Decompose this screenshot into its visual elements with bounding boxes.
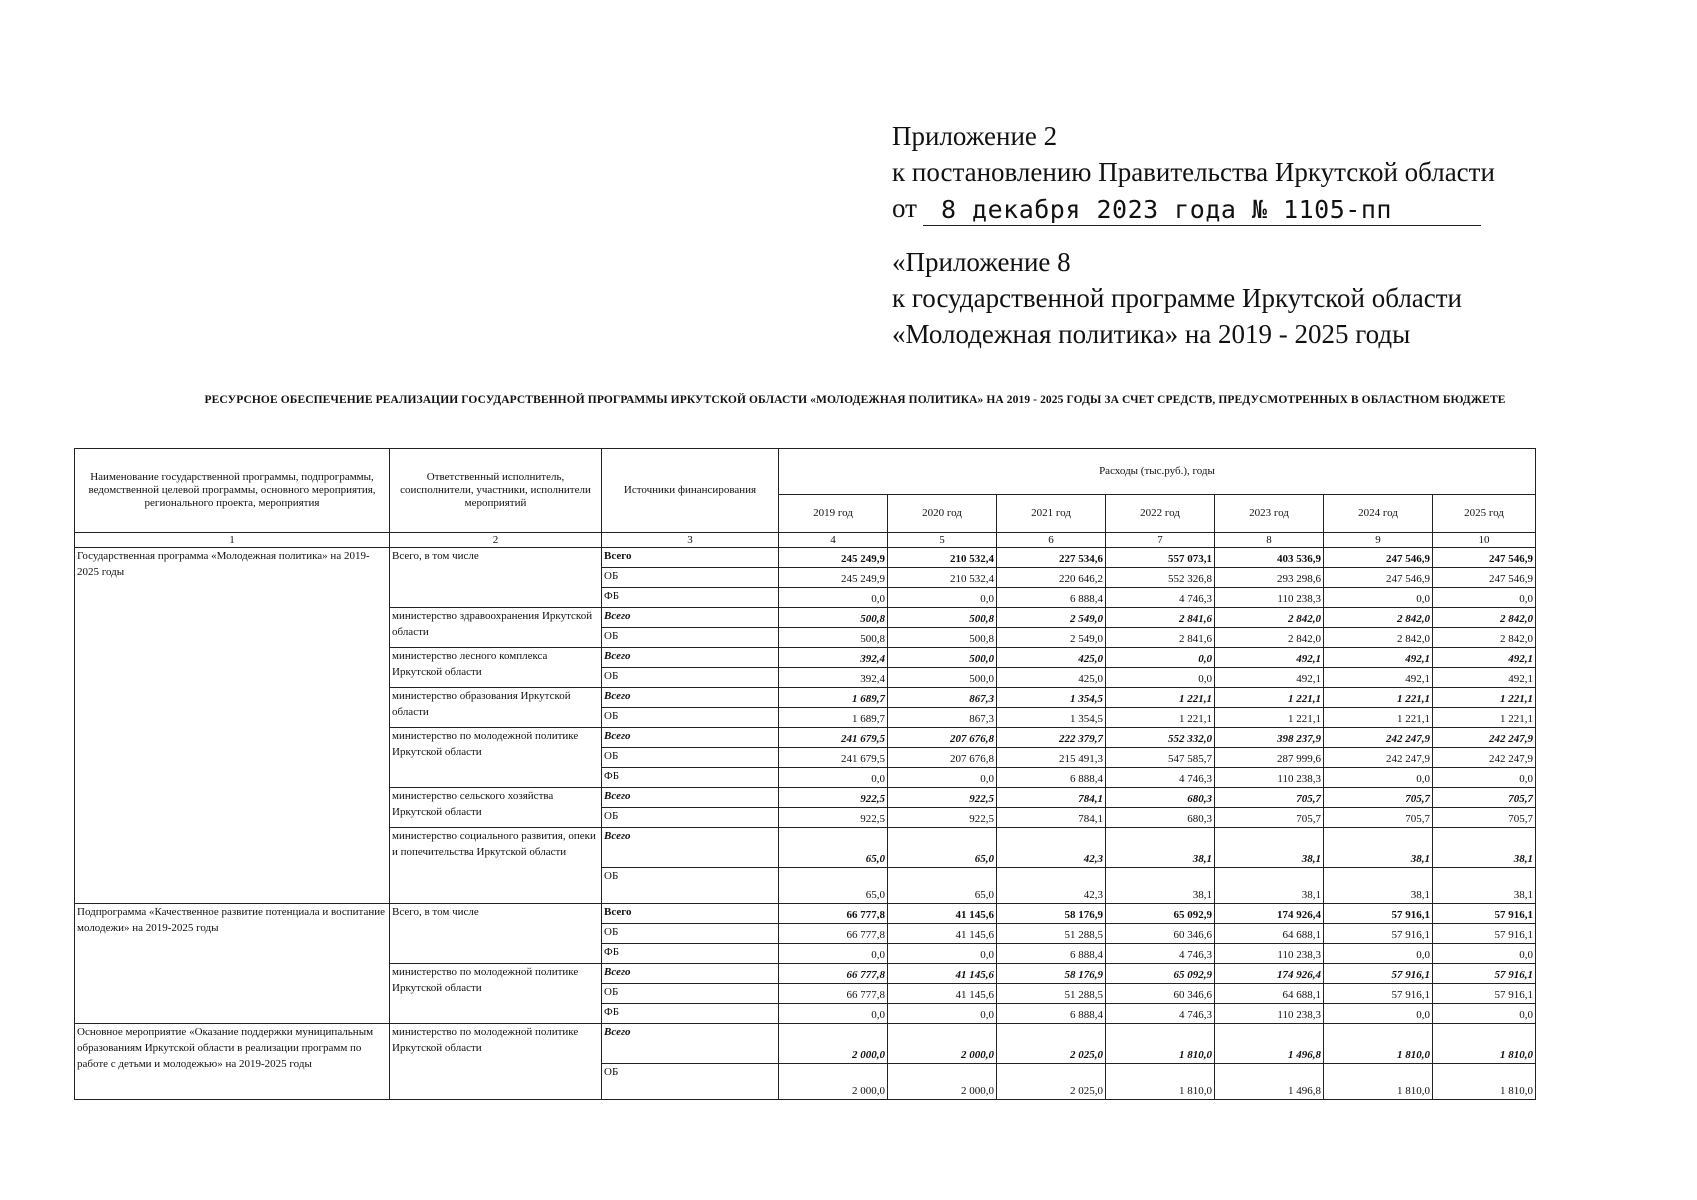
amount-cell: 0,0 [1324,588,1433,608]
amount-cell: 0,0 [779,768,888,788]
amount-cell: 425,0 [997,668,1106,688]
amount-cell: 0,0 [888,1004,997,1024]
amount-cell: 110 238,3 [1215,1004,1324,1024]
decree-date-number: 8 декабря 2023 года № 1105-пп [923,195,1481,226]
amount-cell: 1 221,1 [1215,688,1324,708]
amount-cell: 6 888,4 [997,1004,1106,1024]
decree-header [892,118,1612,352]
amount-cell: 1 689,7 [779,708,888,728]
amount-cell: 245 249,9 [779,548,888,568]
amount-cell: 492,1 [1324,648,1433,668]
amount-cell: 58 176,9 [997,904,1106,924]
amount-cell: 1 221,1 [1215,708,1324,728]
amount-cell: 2 842,0 [1324,608,1433,628]
funding-source: Всего [602,648,779,668]
amount-cell: 552 326,8 [1106,568,1215,588]
amount-cell: 2 549,0 [997,628,1106,648]
amount-cell: 705,7 [1324,808,1433,828]
amount-cell: 1 810,0 [1433,1024,1536,1064]
amount-cell: 922,5 [888,808,997,828]
amount-cell: 492,1 [1433,668,1536,688]
funding-source: Всего [602,728,779,748]
amount-cell: 1 810,0 [1324,1024,1433,1064]
amount-cell: 0,0 [1324,944,1433,964]
amount-cell: 293 298,6 [1215,568,1324,588]
amount-cell: 1 221,1 [1324,708,1433,728]
amount-cell: 64 688,1 [1215,924,1324,944]
amount-cell: 0,0 [1433,1004,1536,1024]
header-executor: Ответственный исполнитель, соисполнители, участники, исполнители мероприятий [390,449,602,533]
amount-cell: 110 238,3 [1215,588,1324,608]
amount-cell: 1 221,1 [1433,688,1536,708]
funding-source: Всего [602,964,779,984]
amount-cell: 1 221,1 [1106,688,1215,708]
amount-cell: 1 221,1 [1433,708,1536,728]
amount-cell: 705,7 [1324,788,1433,808]
amount-cell: 2 841,6 [1106,608,1215,628]
amount-cell: 64 688,1 [1215,984,1324,1004]
amount-cell: 784,1 [997,788,1106,808]
amount-cell: 4 746,3 [1106,1004,1215,1024]
amount-cell: 392,4 [779,648,888,668]
amount-cell: 227 534,6 [997,548,1106,568]
item-name: Основное мероприятие «Оказание поддержки муниципальным образованиям Иркутской области в реализации программ по работе с детьми и молодежью» на 2019-2025 годы [75,1024,390,1100]
amount-cell: 922,5 [779,788,888,808]
amount-cell: 42,3 [997,828,1106,868]
amount-cell: 2 000,0 [779,1064,888,1100]
amount-cell: 2 025,0 [997,1024,1106,1064]
amount-cell: 1 354,5 [997,708,1106,728]
amount-cell: 0,0 [1106,668,1215,688]
executor-name: министерство образования Иркутской области [390,688,602,728]
amount-cell: 492,1 [1324,668,1433,688]
amount-cell: 57 916,1 [1433,984,1536,1004]
index-cell: 7 [1106,533,1215,548]
table-row [75,548,1536,568]
amount-cell: 60 346,6 [1106,924,1215,944]
index-row [75,533,1536,548]
year-header: 2021 год [997,495,1106,533]
amount-cell: 57 916,1 [1433,904,1536,924]
funding-source: Всего [602,904,779,924]
amount-cell: 1 496,8 [1215,1064,1324,1100]
document-title: РЕСУРСНОЕ ОБЕСПЕЧЕНИЕ РЕАЛИЗАЦИИ ГОСУДАРСТВЕННОЙ ПРОГРАММЫ ИРКУТСКОЙ ОБЛАСТИ «МОЛОДЕЖНАЯ ПОЛИТИКА» НА 2019 - 2025 ГОДЫ ЗА СЧЕТ СРЕДСТВ, ПРЕДУСМОТРЕННЫХ В ОБЛАСТНОМ БЮДЖЕТЕ [204,394,1506,406]
amount-cell: 66 777,8 [779,924,888,944]
amount-cell: 65,0 [779,868,888,904]
amount-cell: 241 679,5 [779,728,888,748]
amount-cell: 241 679,5 [779,748,888,768]
amount-cell: 242 247,9 [1324,748,1433,768]
executor-name: министерство по молодежной политике Иркутской области [390,728,602,788]
amount-cell: 6 888,4 [997,944,1106,964]
amount-cell: 2 841,6 [1106,628,1215,648]
executor-name: министерство по молодежной политике Иркутской области [390,964,602,1024]
amount-cell: 57 916,1 [1433,924,1536,944]
amount-cell: 547 585,7 [1106,748,1215,768]
amount-cell: 922,5 [779,808,888,828]
amount-cell: 492,1 [1215,668,1324,688]
amount-cell: 2 842,0 [1433,608,1536,628]
amount-cell: 41 145,6 [888,924,997,944]
amount-cell: 492,1 [1433,648,1536,668]
amount-cell: 57 916,1 [1324,904,1433,924]
year-header: 2024 год [1324,495,1433,533]
funding-source: Всего [602,548,779,568]
amount-cell: 41 145,6 [888,904,997,924]
amount-cell: 110 238,3 [1215,944,1324,964]
decree-reference: к постановлению Правительства Иркутской области [892,157,1495,187]
amount-cell: 247 546,9 [1324,568,1433,588]
funding-source: Всего [602,828,779,868]
header-source: Источники финансирования [602,449,779,533]
index-cell: 4 [779,533,888,548]
funding-source: ОБ [602,1064,779,1100]
item-name: Государственная программа «Молодежная политика» на 2019-2025 годы [75,548,390,904]
funding-source: ОБ [602,748,779,768]
amount-cell: 500,8 [779,608,888,628]
appendix-label: Приложение 2 [892,121,1058,151]
amount-cell: 2 842,0 [1215,628,1324,648]
amount-cell: 0,0 [1433,944,1536,964]
amount-cell: 245 249,9 [779,568,888,588]
table-row [75,1024,1536,1064]
amount-cell: 867,3 [888,708,997,728]
amount-cell: 0,0 [1324,1004,1433,1024]
funding-source: Всего [602,1024,779,1064]
amount-cell: 0,0 [1106,648,1215,668]
amount-cell: 38,1 [1215,868,1324,904]
program-reference: к государственной программе Иркутской области [892,283,1463,313]
executor-name: министерство сельского хозяйства Иркутской области [390,788,602,828]
amount-cell: 38,1 [1433,868,1536,904]
amount-cell: 4 746,3 [1106,768,1215,788]
year-header: 2025 год [1433,495,1536,533]
amount-cell: 242 247,9 [1433,728,1536,748]
amount-cell: 500,0 [888,668,997,688]
amount-cell: 0,0 [1433,768,1536,788]
amount-cell: 210 532,4 [888,568,997,588]
amount-cell: 66 777,8 [779,984,888,1004]
amount-cell: 207 676,8 [888,748,997,768]
amount-cell: 222 379,7 [997,728,1106,748]
amount-cell: 1 221,1 [1106,708,1215,728]
amount-cell: 922,5 [888,788,997,808]
year-header: 2019 год [779,495,888,533]
amount-cell: 500,8 [888,628,997,648]
funding-source: ОБ [602,568,779,588]
amount-cell: 2 842,0 [1215,608,1324,628]
amount-cell: 1 810,0 [1324,1064,1433,1100]
table-row [75,904,1536,924]
amount-cell: 210 532,4 [888,548,997,568]
amount-cell: 38,1 [1215,828,1324,868]
amount-cell: 1 354,5 [997,688,1106,708]
amount-cell: 0,0 [1324,768,1433,788]
amount-cell: 207 676,8 [888,728,997,748]
amount-cell: 57 916,1 [1433,964,1536,984]
amount-cell: 242 247,9 [1324,728,1433,748]
amount-cell: 65,0 [779,828,888,868]
amount-cell: 38,1 [1324,828,1433,868]
amount-cell: 38,1 [1106,828,1215,868]
amount-cell: 57 916,1 [1324,964,1433,984]
amount-cell: 174 926,4 [1215,964,1324,984]
amount-cell: 65 092,9 [1106,964,1215,984]
funding-source: ОБ [602,628,779,648]
amount-cell: 247 546,9 [1433,568,1536,588]
amount-cell: 2 549,0 [997,608,1106,628]
amount-cell: 174 926,4 [1215,904,1324,924]
funding-source: ОБ [602,668,779,688]
amount-cell: 392,4 [779,668,888,688]
index-cell: 10 [1433,533,1536,548]
amount-cell: 705,7 [1433,788,1536,808]
amount-cell: 0,0 [779,1004,888,1024]
amount-cell: 425,0 [997,648,1106,668]
amount-cell: 38,1 [1106,868,1215,904]
index-cell: 3 [602,533,779,548]
amount-cell: 492,1 [1215,648,1324,668]
amount-cell: 867,3 [888,688,997,708]
executor-name: министерство здравоохранения Иркутской области [390,608,602,648]
executor-name: Всего, в том числе [390,904,602,964]
amount-cell: 2 000,0 [888,1024,997,1064]
executor-name: Всего, в том числе [390,548,602,608]
amount-cell: 0,0 [779,944,888,964]
amount-cell: 0,0 [779,588,888,608]
year-header: 2022 год [1106,495,1215,533]
amount-cell: 57 916,1 [1324,984,1433,1004]
amount-cell: 1 810,0 [1433,1064,1536,1100]
amount-cell: 1 496,8 [1215,1024,1324,1064]
amount-cell: 242 247,9 [1433,748,1536,768]
funding-source: ФБ [602,768,779,788]
amount-cell: 65 092,9 [1106,904,1215,924]
funding-source: ОБ [602,924,779,944]
amount-cell: 287 999,6 [1215,748,1324,768]
header-name: Наименование государственной программы, подпрограммы, ведомственной целевой программы, основного мероприятия, регионального проекта, мероприятия [75,449,390,533]
funding-source: ФБ [602,588,779,608]
amount-cell: 1 221,1 [1324,688,1433,708]
amount-cell: 51 288,5 [997,924,1106,944]
executor-name: министерство социального развития, опеки и попечительства Иркутской области [390,828,602,904]
amount-cell: 42,3 [997,868,1106,904]
index-cell: 9 [1324,533,1433,548]
year-header: 2020 год [888,495,997,533]
amount-cell: 6 888,4 [997,588,1106,608]
from-prefix: от [892,193,917,223]
funding-source: ФБ [602,1004,779,1024]
index-cell: 1 [75,533,390,548]
amount-cell: 247 546,9 [1324,548,1433,568]
amount-cell: 65,0 [888,828,997,868]
amount-cell: 2 842,0 [1433,628,1536,648]
amount-cell: 1 810,0 [1106,1024,1215,1064]
amount-cell: 784,1 [997,808,1106,828]
amount-cell: 51 288,5 [997,984,1106,1004]
amount-cell: 57 916,1 [1324,924,1433,944]
amount-cell: 58 176,9 [997,964,1106,984]
amount-cell: 680,3 [1106,788,1215,808]
executor-name: министерство лесного комплекса Иркутской области [390,648,602,688]
funding-source: ФБ [602,944,779,964]
amount-cell: 680,3 [1106,808,1215,828]
amount-cell: 38,1 [1433,828,1536,868]
executor-name: министерство по молодежной политике Иркутской области [390,1024,602,1100]
funding-source: Всего [602,688,779,708]
amount-cell: 220 646,2 [997,568,1106,588]
amount-cell: 6 888,4 [997,768,1106,788]
index-cell: 8 [1215,533,1324,548]
funding-source: ОБ [602,808,779,828]
index-cell: 2 [390,533,602,548]
amount-cell: 215 491,3 [997,748,1106,768]
amount-cell: 500,8 [779,628,888,648]
amount-cell: 398 237,9 [1215,728,1324,748]
amount-cell: 0,0 [1433,588,1536,608]
funding-source: Всего [602,788,779,808]
amount-cell: 66 777,8 [779,904,888,924]
amount-cell: 65,0 [888,868,997,904]
amount-cell: 557 073,1 [1106,548,1215,568]
amount-cell: 1 810,0 [1106,1064,1215,1100]
amount-cell: 110 238,3 [1215,768,1324,788]
decree-date-line [892,190,1612,226]
program-name: «Молодежная политика» на 2019 - 2025 годы [892,319,1411,349]
amount-cell: 705,7 [1215,788,1324,808]
funding-source: ОБ [602,868,779,904]
amount-cell: 2 842,0 [1324,628,1433,648]
amount-cell: 500,0 [888,648,997,668]
amount-cell: 38,1 [1324,868,1433,904]
amount-cell: 705,7 [1215,808,1324,828]
funding-source: ОБ [602,984,779,1004]
amount-cell: 705,7 [1433,808,1536,828]
amount-cell: 41 145,6 [888,984,997,1004]
amount-cell: 66 777,8 [779,964,888,984]
item-name: Подпрограмма «Качественное развитие потенциала и воспитание молодежи» на 2019-2025 годы [75,904,390,1024]
funding-source: ОБ [602,708,779,728]
amount-cell: 0,0 [888,768,997,788]
amount-cell: 4 746,3 [1106,944,1215,964]
amount-cell: 41 145,6 [888,964,997,984]
amount-cell: 2 000,0 [888,1064,997,1100]
appendix8-label: «Приложение 8 [892,247,1071,277]
header-expenses: Расходы (тыс.руб.), годы [779,449,1536,495]
amount-cell: 247 546,9 [1433,548,1536,568]
amount-cell: 0,0 [888,944,997,964]
amount-cell: 2 025,0 [997,1064,1106,1100]
amount-cell: 4 746,3 [1106,588,1215,608]
amount-cell: 0,0 [888,588,997,608]
year-header: 2023 год [1215,495,1324,533]
amount-cell: 552 332,0 [1106,728,1215,748]
amount-cell: 2 000,0 [779,1024,888,1064]
index-cell: 6 [997,533,1106,548]
resource-table [74,448,1536,1100]
amount-cell: 1 689,7 [779,688,888,708]
index-cell: 5 [888,533,997,548]
funding-source: Всего [602,608,779,628]
amount-cell: 500,8 [888,608,997,628]
amount-cell: 403 536,9 [1215,548,1324,568]
amount-cell: 60 346,6 [1106,984,1215,1004]
